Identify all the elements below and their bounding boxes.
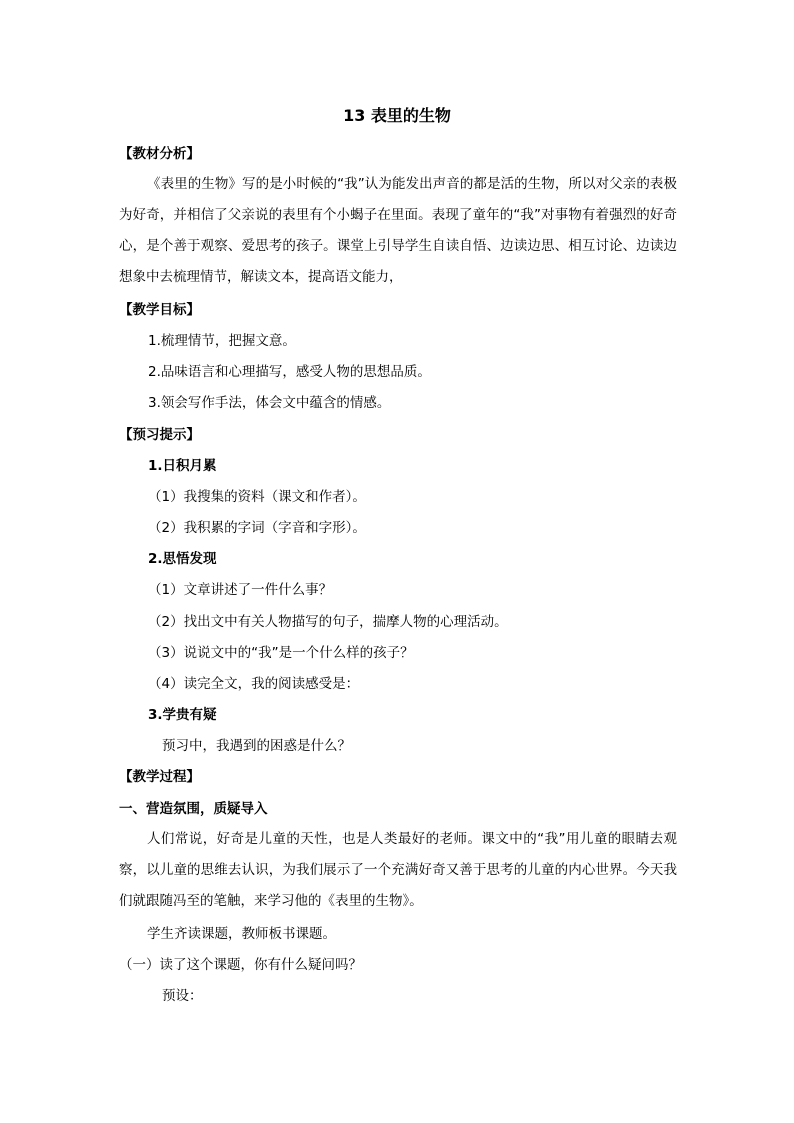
preview-group-title: 3.学贵有疑: [148, 707, 217, 723]
preview-group-title: 1.日积月累: [148, 458, 217, 474]
section-heading-process: 【教学过程】: [119, 769, 200, 785]
preview-item: 预习中，我遇到的困惑是什么？: [162, 738, 351, 754]
section-heading-analysis: 【教材分析】: [119, 146, 200, 162]
preview-item: （3）说说文中的“我”是一个什么样的孩子？: [148, 645, 414, 661]
preview-item: （2）找出文中有关人物描写的句子，揣摩人物的心理活动。: [148, 614, 508, 630]
section-heading-goals: 【教学目标】: [119, 302, 200, 318]
preview-item: （4）读完全文，我的阅读感受是：: [148, 676, 360, 692]
process-question: （一）读了这个课题，你有什么疑问吗？: [119, 957, 362, 973]
process-part-title: 一、营造氛围，质疑导入: [119, 801, 268, 817]
section-heading-preview: 【预习提示】: [119, 427, 200, 443]
goal-item: 3.领会写作手法，体会文中蕴含的情感。: [148, 395, 391, 411]
preview-item: （1）文章讲述了一件什么事？: [148, 582, 333, 598]
process-intro-paragraph: 人们常说，好奇是儿童的天性，也是人类最好的老师。课文中的“我”用儿童的眼睛去观察，以儿童的思维去认识，为我们展示了一个充满好奇又善于思考的儿童的内心世界。今天我们就跟随冯至的笔触，来学习他的《表里的生物》。: [119, 831, 677, 909]
preview-item: （2）我积累的字词（字音和字形）。: [148, 520, 366, 536]
process-preset-label: 预设：: [162, 988, 203, 1004]
page-title: 13 表里的生物: [343, 106, 451, 125]
preview-group-title: 2.思悟发现: [148, 551, 217, 567]
analysis-paragraph: 《表里的生物》写的是小时候的“我”认为能发出声音的都是活的生物，所以对父亲的表极为好奇，并相信了父亲说的表里有个小蝎子在里面。表现了童年的“我”对事物有着强烈的好奇心，是个善于观察、爱思考的孩子。课堂上引导学生自读自悟、边读边思、相互讨论、边读边想象中去梳理情节，解读文本，提高语文能力，: [119, 176, 677, 285]
preview-item: （1）我搜集的资料（课文和作者）。: [148, 489, 366, 505]
goal-item: 2.品味语言和心理描写，感受人物的思想品质。: [148, 364, 431, 380]
process-note: 学生齐读课题，教师板书课题。: [147, 926, 336, 942]
goal-item: 1.梳理情节，把握文意。: [148, 333, 296, 349]
